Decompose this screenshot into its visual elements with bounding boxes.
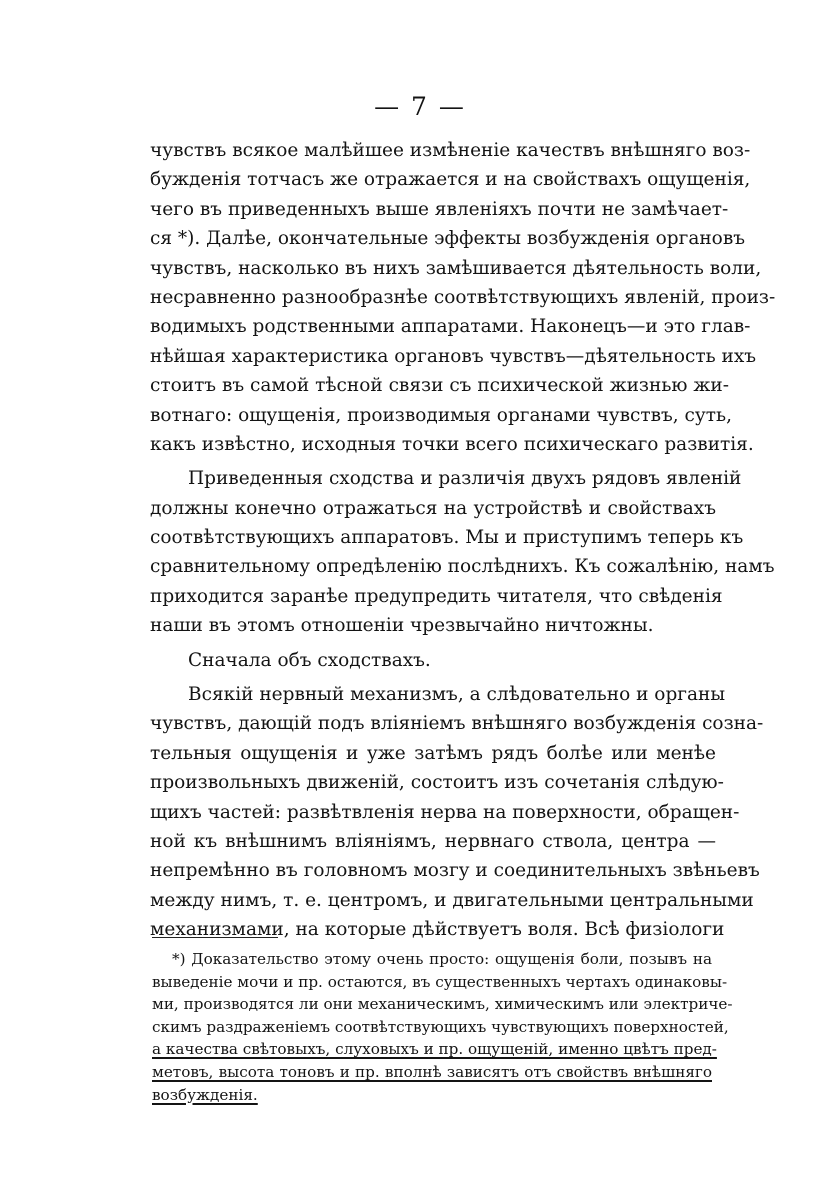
text-line: бужденія тотчасъ же отражается и на свойствахъ ощущенія,: [150, 169, 751, 191]
footnote-divider: [152, 937, 278, 938]
footnote-line: метовъ, высота тоновъ и пр. вполнѣ зависятъ отъ свойствъ внѣшняго: [152, 1062, 712, 1081]
footnote-line: ми, производятся ли они механическимъ, химическимъ или электриче-: [152, 995, 733, 1014]
text-line: водимыхъ родственными аппаратами. Наконецъ—и это глав-: [150, 316, 751, 338]
footnote-line: а качества свѣтовыхъ, слуховыхъ и пр. ощущеній, именно цвѣтъ пред-: [152, 1040, 717, 1059]
text-line: чувствъ, насколько въ нихъ замѣшивается дѣятельность воли,: [150, 257, 762, 279]
text-line: какъ извѣстно, исходныя точки всего психическаго развитія.: [150, 433, 754, 455]
text-line: ся *). Далѣе, окончательные эффекты возбужденія органовъ: [150, 228, 745, 250]
footnote-line: возбужденія.: [152, 1085, 258, 1104]
paragraph: [150, 680, 764, 945]
text-line: между нимъ, т. е. центромъ, и двигательными центральными: [150, 889, 754, 911]
text-line: Сначала объ сходствахъ.: [188, 649, 431, 671]
footnote-line: выведеніе мочи и пр. остаются, въ существенныхъ чертахъ одинаковы-: [152, 972, 728, 991]
page-number: — 7 —: [374, 92, 466, 121]
text-line: Приведенныя сходства и различія двухъ рядовъ явленій: [188, 468, 742, 490]
text-line: наши въ этомъ отношеніи чрезвычайно ничтожны.: [150, 615, 654, 637]
text-line: вотнаго: ощущенія, производимыя органами чувствъ, суть,: [150, 404, 732, 426]
footnote: [152, 948, 733, 1106]
text-line: несравненно разнообразнѣе соотвѣтствующихъ явленій, произ-: [150, 286, 776, 308]
text-line: чувствъ, дающій подъ вліяніемъ внѣшняго возбужденія созна-: [150, 713, 764, 735]
paragraph: [150, 464, 775, 640]
body-text: [150, 136, 776, 945]
text-line: механизмами, на которые дѣйствуетъ воля. Всѣ физіологи: [150, 919, 725, 941]
text-line: приходится заранѣе предупредить читателя, что свѣденія: [150, 585, 723, 607]
footnote-line: скимъ раздраженіемъ соотвѣтствующихъ чувствующихъ поверхностей,: [152, 1017, 729, 1036]
text-line: стоитъ въ самой тѣсной связи съ психической жизнью жи-: [150, 375, 730, 397]
text-line: чего въ приведенныхъ выше явленіяхъ почти не замѣчает-: [150, 198, 729, 220]
text-line: непремѣнно въ головномъ мозгу и соединительныхъ звѣньевъ: [150, 860, 760, 882]
footnote-line: *) Доказательство этому очень просто: ощущенія боли, позывъ на: [172, 950, 712, 968]
text-line: соотвѣтствующихъ аппаратовъ. Мы и приступимъ теперь къ: [150, 527, 744, 549]
text-line: щихъ частей: развѣтвленія нерва на поверхности, обращен-: [150, 801, 740, 823]
text-line: чувствъ всякое малѣйшее измѣненіе качествъ внѣшняго воз-: [150, 140, 751, 161]
text-line: произвольныхъ движеній, состоитъ изъ сочетанія слѣдую-: [150, 772, 724, 794]
text-line: нѣйшая характеристика органовъ чувствъ—дѣятельность ихъ: [150, 345, 757, 367]
text-line: должны конечно отражаться на устройствѣ и свойствахъ: [150, 497, 716, 519]
paragraph: [150, 136, 776, 459]
paragraph: [150, 646, 716, 675]
text-line: тельныя ощущенія и уже затѣмъ рядъ болѣе или менѣе: [150, 742, 716, 764]
text-line: сравнительному опредѣленію послѣднихъ. Къ сожалѣнію, намъ: [150, 556, 775, 578]
text-line: Всякій нервный механизмъ, а слѣдовательно и органы: [188, 684, 726, 706]
text-line: ной къ внѣшнимъ вліяніямъ, нервнаго ствола, центра —: [150, 830, 716, 852]
